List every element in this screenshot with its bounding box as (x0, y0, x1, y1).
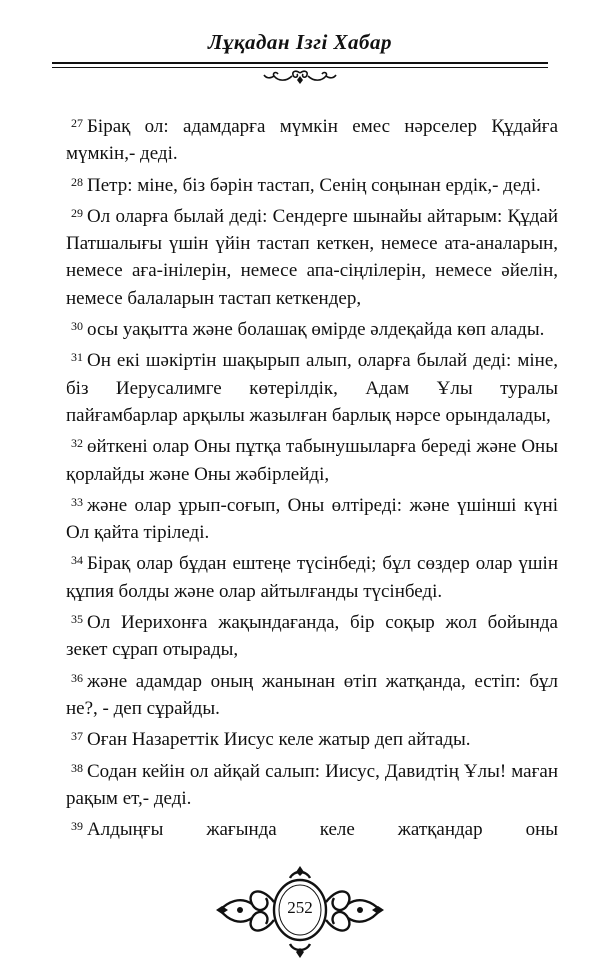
verse-29 (66, 203, 558, 312)
verse-number: 31 (71, 350, 83, 365)
verse-number: 36 (71, 670, 83, 685)
verse-text: Оған Назареттік Иисус келе жатыр деп айтады. (87, 729, 471, 751)
verse-text: Алдыңғы жағында келе жатқандар оны (87, 819, 558, 841)
verse-number: 30 (71, 319, 83, 334)
verse-text: Бірақ олар бұдан ештеңе түсінбеді; бұл сөздер олар үшін құпия болды және олар айтылғанды түсінбеді. (66, 553, 558, 602)
verse-39 (66, 816, 558, 843)
verse-text: Бірақ ол: адамдарға мүмкін емес нәрселер Құдайға мүмкін,- деді. (66, 116, 558, 165)
verse-38 (66, 758, 558, 813)
verse-30 (66, 316, 558, 343)
verse-number: 33 (71, 494, 83, 509)
verse-text: Петр: міне, біз бәрін тастап, Сенің соңынан ердік,- деді. (87, 174, 541, 196)
verse-number: 29 (71, 205, 83, 220)
verse-28 (66, 172, 558, 199)
verse-text: және адамдар оның жанынан өтіп жатқанда, естіп: бұл не?, - деп сұрайды. (66, 670, 558, 719)
scripture-text (66, 113, 558, 847)
verse-33 (66, 492, 558, 547)
verse-31 (66, 347, 558, 429)
verse-text: өйткені олар Оны пұтқа табынушыларға береді және Оны қорлайды және Оны жәбірлейді, (66, 436, 558, 485)
verse-number: 28 (71, 174, 83, 189)
verse-number: 27 (71, 116, 83, 130)
verse-number: 32 (71, 436, 83, 451)
verse-text: және олар ұрып-соғып, Оны өлтіреді: және үшінші күні Ол қайта тіріледі. (66, 494, 558, 544)
verse-35 (66, 609, 558, 664)
verse-number: 38 (71, 760, 83, 775)
verse-number: 37 (71, 729, 83, 744)
verse-32 (66, 433, 558, 488)
verse-36 (66, 668, 558, 723)
running-header-title: Лұқадан Ізгі Хабар (207, 30, 393, 54)
header-ornament-icon (262, 67, 338, 89)
verse-text: осы уақытта және болашақ өмірде әлдеқайда көп алады. (87, 319, 545, 341)
verse-34 (66, 550, 558, 605)
verse-number: 39 (71, 819, 83, 834)
verse-27 (66, 113, 558, 168)
verse-number: 34 (71, 553, 83, 568)
verse-number: 35 (71, 612, 83, 627)
verse-text: Ол оларға былай деді: Сендерге шынайы айтарым: Құдай Патшалығы үшін үйін тастап кеткен, немесе ата-аналарын, немесе аға-інілерін, немесе апа-сіңлілерін, немесе әйелін, немесе балаларын тастап кеткендер, (66, 205, 558, 309)
verse-text: Ол Иерихонға жақындағанда, бір соқыр жол бойында зекет сұрап отырады, (66, 612, 558, 661)
page-number: 252 (287, 898, 313, 917)
verse-text: Содан кейін ол айқай салып: Иисус, Давидтің Ұлы! маған рақым ет,- деді. (66, 760, 558, 809)
header-rule-thick (52, 62, 548, 64)
verse-text: Он екі шәкіртін шақырып алып, оларға былай деді: міне, біз Иерусалимге көтерілдік, Адам Ұлы туралы пайғамбарлар арқылы жазылған барлық нәрсе орындалады, (66, 350, 558, 426)
verse-37 (66, 726, 558, 753)
